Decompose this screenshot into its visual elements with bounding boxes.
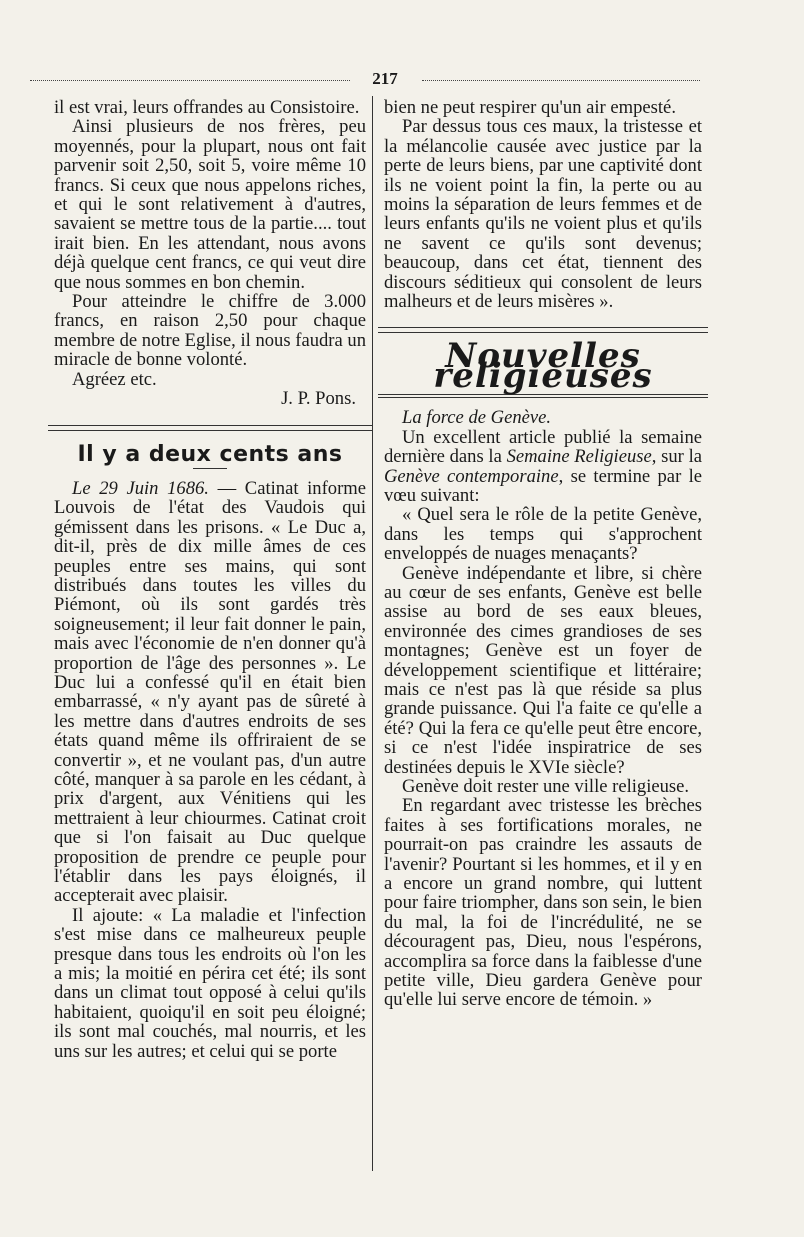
paragraph: il est vrai, leurs offrandes au Consistoire.	[54, 97, 360, 118]
paragraph: Genève indépendante et libre, si chère au cœur de ses enfants, Genève est belle assise au bord de ses eaux bleues, environnée des cimes grandioses de ses montagnes; Genève est un foyer de développement scientifique et littéraire; mais ce n'est pas là que réside sa plus grande puissance. Qui l'a faite ce qu'elle a été? Qui la fera ce qu'elle peut être encore, si ce n'est l'idée inspiratrice de ses destinées depuis le XVIe siècle?	[384, 562, 702, 778]
publication-title: Genève contemporaine	[384, 465, 559, 487]
date-label: Le 29 Juin 1686.	[72, 477, 209, 499]
section-rule	[48, 425, 372, 431]
article-subtitle: La force de Genève.	[402, 407, 552, 429]
paragraph: Pour atteindre le chiffre de 3.000 francs, en raison 2,50 pour chaque membre de notre Eglise, il nous faudra un miracle de bonne volonté.	[54, 291, 366, 371]
section-heading: Nouvelles religieuses	[433, 336, 653, 396]
paragraph: bien ne peut respirer qu'un air empesté.	[384, 97, 676, 118]
header-rule-right	[422, 80, 700, 81]
paragraph: En regardant avec tristesse les brèches faites à ses fortifications morales, ne pourrait-on pas craindre les assauts de l'avenir? Pourtant si les hommes, et il y en a encore un grand nombre, qui luttent pour faire triompher, dans son sein, le bien du mal, la foi de l'incrédulité, ne se découragent pas, Dieu, nous l'espérons, accomplira sa force dans la faiblesse d'une petite ville, Dieu gardera Genève pour qu'elle lui serve encore de témoin. »	[384, 795, 702, 1011]
paragraph: Agréez etc.	[72, 368, 157, 390]
paragraph-text: — Catinat informe Louvois de l'état des Vaudois qui gémissent dans les prisons. « Le Duc a, dit-il, près de dix mille âmes de ces peuples entre ses mains, qui sont distribués dans toutes les villes du Piémont, où ils sont gardés très soigneusement; il leur fait donner le pain, mais avec l'économie de n'en donner qu'à proportion de l'âge des personnes ». Le Duc lui a confessé qu'il en était bien embarrassé, « n'y ayant pas de sûreté à les mettre dans d'autres endroits de ses états quand même ils offriraient de se convertir », et ne voulant pas, d'un autre côté, manquer à sa parole en les cédant, à prix d'argent, aux Vénitiens qui les mettraient à leur chiourmes. Catinat croit que si l'on faisait au Duc quelque proposition de prendre ce peuple pour l'établir dans les pays éloignés, il accepterait avec plaisir.	[54, 477, 366, 907]
header-rule-left	[30, 80, 350, 81]
section-rule	[378, 327, 708, 333]
column-divider	[372, 96, 373, 1171]
page-number: 217	[372, 69, 398, 88]
publication-title: Semaine Religieuse	[506, 446, 652, 468]
short-rule	[193, 468, 227, 469]
paragraph: Il ajoute: « La maladie et l'infection s'est mise dans ce malheureux peuple presque dans tous les endroits où l'on les a mis; la moitié en périra cet été; ils sont dans un climat tout opposé à celui qu'ils habitaient, quoiqu'il en soit peu éloigné; ils sont mal couchés, mal nourris, et les uns sur les autres; et celui qui se porte	[54, 904, 366, 1062]
signature: J. P. Pons.	[281, 388, 356, 410]
page-header	[30, 70, 700, 88]
paragraph: Genève doit rester une ville religieuse.	[402, 776, 690, 797]
paragraph	[54, 479, 366, 906]
left-column	[54, 98, 366, 1061]
paragraph-text: , se termine par le vœu suivant:	[384, 465, 703, 506]
paragraph: Par dessus tous ces maux, la tristesse et la mélancolie causée avec justice par la perte de leurs biens, par une captivité dont ils ne voient point la fin, la perte ou au moins la séparation de leurs femmes et de leurs enfants qu'ils ne voient plus et qu'ils ne savent ce qu'ils sont devenus; beaucoup, dans cet état, tiennent des discours séditieux qui consolent de leurs malheurs et de leurs misères ».	[384, 116, 702, 313]
paragraph	[384, 428, 702, 506]
paragraph: « Quel sera le rôle de la petite Genève, dans les temps qui s'approchent enveloppés de nuages menaçants?	[384, 504, 702, 565]
paragraph-text: Un excellent article publié la semaine dernière dans la	[384, 426, 702, 468]
right-column	[384, 98, 702, 1010]
paragraph-text: , sur la	[651, 446, 702, 468]
paragraph: Ainsi plusieurs de nos frères, peu moyennés, pour la plupart, nous ont fait parvenir soit 2,50, soit 5, voire même 10 francs. Si ceux que nous appelons riches, et qui le sont relativement à d'autres, savaient se mettre tous de la partie.... tout irait bien. En les attendant, nous avons déjà quelque cent francs, ce qui veut dire que nous sommes en bon chemin.	[54, 116, 366, 293]
section-heading: Il y a deux cents ans	[77, 441, 343, 467]
